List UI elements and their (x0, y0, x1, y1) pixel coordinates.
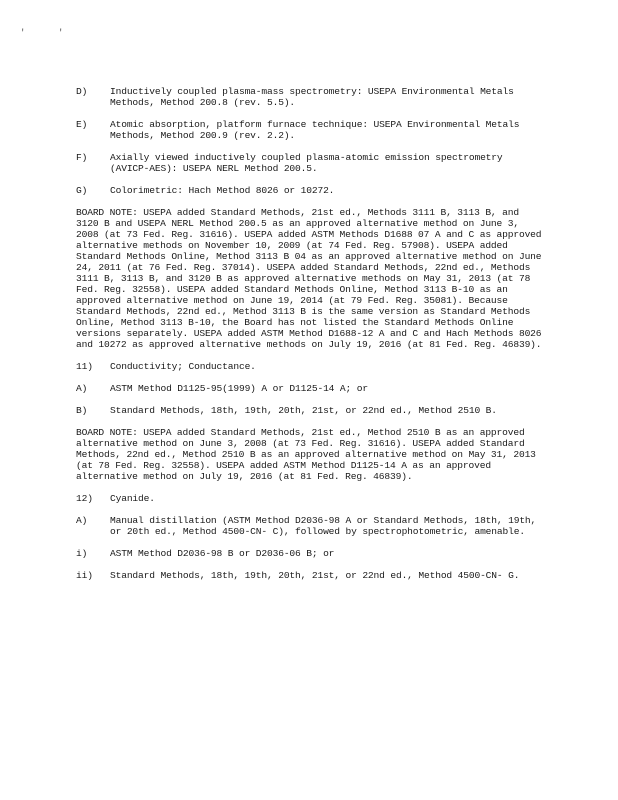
list-item (76, 119, 546, 141)
board-note: BOARD NOTE: USEPA added Standard Methods, 21st ed., Methods 3111 B, 3113 B, and 3120 B and USEPA NERL Method 200.5 as an approved alternative method on June 3, 2008 (at 73 Fed. Reg. 31616). USEPA added ASTM Methods D1688 07 A and C as approved alternative methods on November 10, 2009 (at 74 Fed. Reg. 57908). USEPA added Standard Methods Online, Method 3113 B 04 as an approved alternative method on June 24, 2011 (at 76 Fed. Reg. 37014). USEPA added Standard Methods, 22nd ed., Methods 3111 B, 3113 B, and 3120 B as approved alternative methods on May 31, 2013 (at 78 Fed. Reg. 32558). USEPA added Standard Methods Online, Method 3113 B-10 as an approved alternative method on June 19, 2014 (at 79 Fed. Reg. 35081). Because Standard Methods, 22nd ed., Method 3113 B is the same version as Standard Methods Online, Method 3113 B-10, the Board has not listed the Standard Methods Online versions separately. USEPA added ASTM Method D1688-12 A and C and Hach Methods 8026 and 10272 as approved alternative methods on July 19, 2016 (at 81 Fed. Reg. 46839). (76, 207, 542, 350)
item-text: Colorimetric: Hach Method 8026 or 10272. (110, 185, 335, 196)
item-label: D) (76, 86, 88, 97)
section-label: 11) (76, 361, 93, 372)
item-text: ASTM Method D2036-98 B or D2036-06 B; or (110, 548, 335, 559)
item-text: Axially viewed inductively coupled plasma-atomic emission spectrometry (AVICP-AES): USEPA NERL Method 200.5. (110, 152, 503, 174)
item-label: A) (76, 383, 88, 394)
scan-mark: ' (20, 28, 26, 38)
sub-list-item (76, 570, 546, 581)
list-item (76, 383, 546, 394)
list-item (76, 515, 546, 537)
item-label: E) (76, 119, 88, 130)
item-label: B) (76, 405, 88, 416)
item-label: F) (76, 152, 88, 163)
item-text: ASTM Method D1125-95(1999) A or D1125-14 A; or (110, 383, 368, 394)
item-label: ii) (76, 570, 93, 581)
item-text: Manual distillation (ASTM Method D2036-98 A or Standard Methods, 18th, 19th, or 20th ed., Method 4500-CN- C), followed by spectrophotometric, amenable. (110, 515, 537, 537)
list-item (76, 152, 546, 174)
item-text: Standard Methods, 18th, 19th, 20th, 21st, or 22nd ed., Method 2510 B. (110, 405, 497, 416)
item-text: Atomic absorption, platform furnace technique: USEPA Environmental Metals Methods, Method 200.9 (rev. 2.2). (110, 119, 520, 141)
item-text: Standard Methods, 18th, 19th, 20th, 21st, or 22nd ed., Method 4500-CN- G. (110, 570, 520, 581)
board-note: BOARD NOTE: USEPA added Standard Methods, 21st ed., Method 2510 B as an approved alternative method on June 3, 2008 (at 73 Fed. Reg. 31616). USEPA added Standard Methods, 22nd ed., Method 2510 B as an approved alternative method on May 31, 2013 (at 78 Fed. Reg. 32558). USEPA added ASTM Method D1125-14 A as an approved alternative method on July 19, 2016 (at 81 Fed. Reg. 46839). (76, 427, 536, 482)
sub-list-item (76, 548, 546, 559)
item-text: Inductively coupled plasma-mass spectrometry: USEPA Environmental Metals Methods, Method 200.8 (rev. 5.5). (110, 86, 514, 108)
document-body (76, 86, 546, 592)
scan-mark: ' (58, 28, 64, 38)
item-label: A) (76, 515, 88, 526)
list-item (76, 185, 546, 196)
item-label: i) (76, 548, 88, 559)
section-title: Conductivity; Conductance. (110, 361, 256, 372)
item-label: G) (76, 185, 88, 196)
section-heading (76, 493, 546, 504)
section-heading (76, 361, 546, 372)
list-item (76, 405, 546, 416)
list-item (76, 86, 546, 108)
section-title: Cyanide. (110, 493, 155, 504)
section-label: 12) (76, 493, 93, 504)
